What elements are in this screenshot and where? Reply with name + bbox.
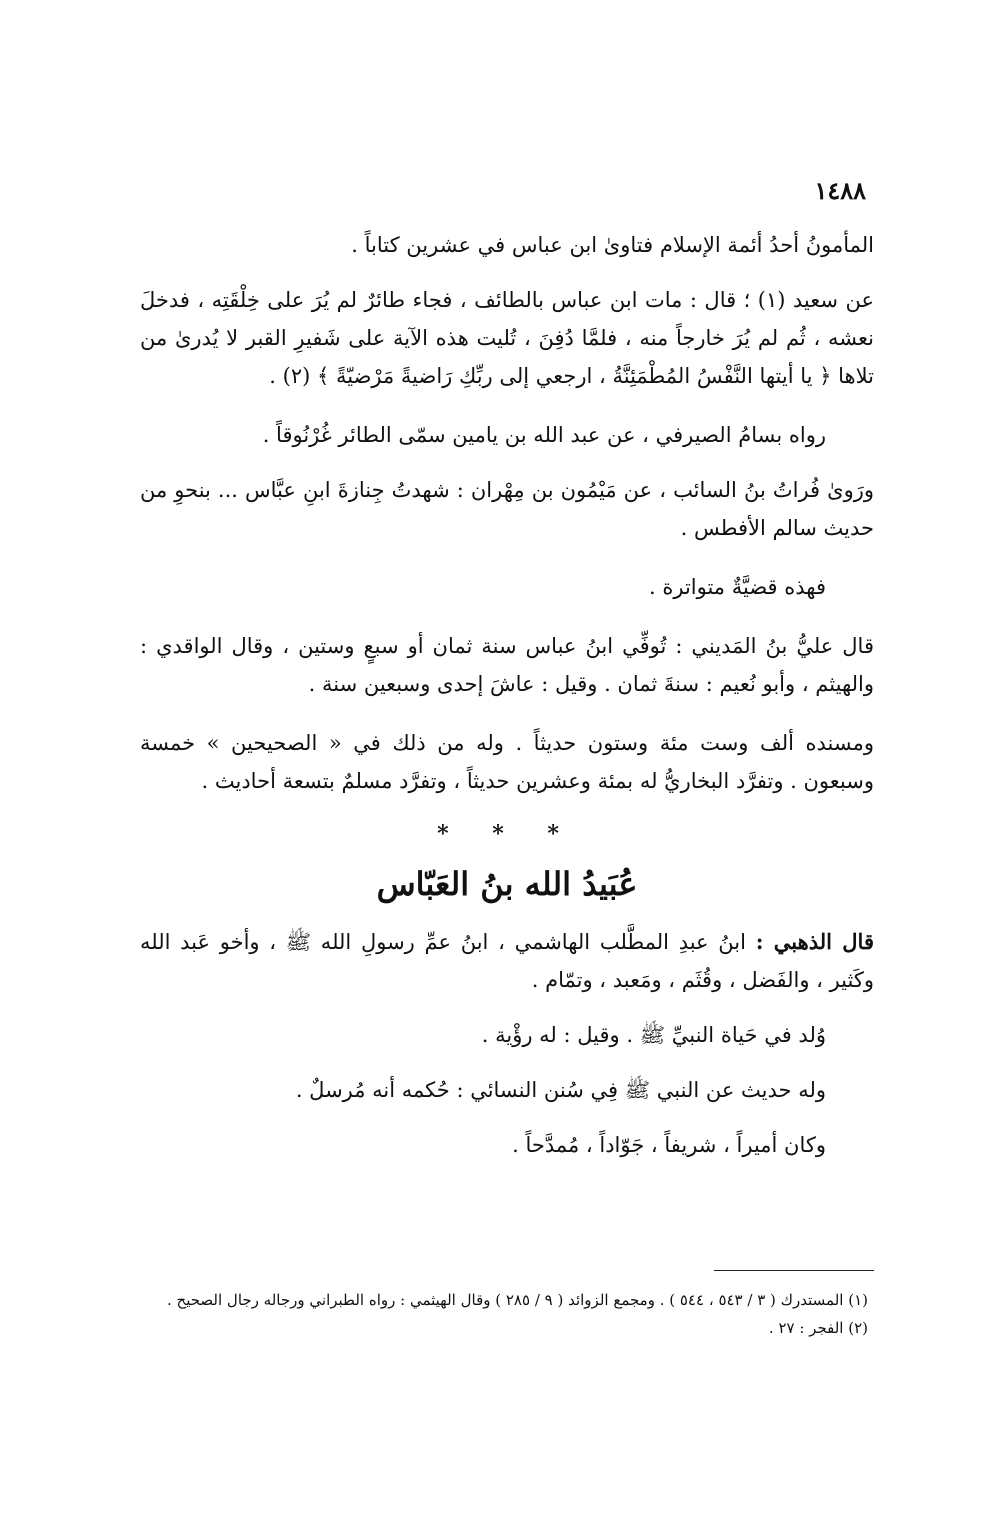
paragraph-5: فهذه قضيَّةٌ متواترة . <box>649 575 826 599</box>
section-intro-text: ابنُ عبدِ المطَّلب الهاشمي ، ابنُ عمِّ رسولِ الله ﷺ ، وأخو عَبد الله وكَثير ، والفَضل ، وقُثَم ، ومَعبد ، وتمّام . <box>140 930 874 992</box>
section-separator: * * * <box>437 821 577 847</box>
section-heading: عُبَيدُ الله بنُ العَبّاس <box>376 865 638 903</box>
paragraph-1: المأمونُ أحدُ أئمة الإسلام فتاوىٰ ابن عباس في عشرين كتاباً . <box>351 233 874 257</box>
paragraph-7: ومسنده ألف وست مئة وستون حديثاً . وله من ذلك في « الصحيحين » خمسة وسبعون . وتفرَّد البخاريُّ له بمئة وعشرين حديثاً ، وتفرَّد مسلمٌ بتسعة أحاديث . <box>140 731 874 793</box>
section-line-2: وله حديث عن النبي ﷺ فِي سُنن النسائي : حُكمه أنه مُرسلٌ . <box>295 1078 826 1102</box>
paragraph-3: رواه بسامُ الصيرفي ، عن عبد الله بن يامين سمّى الطائر غُرْنُوقاً . <box>262 423 826 447</box>
section-line-1: وُلد في حَياة النبيِّ ﷺ . وقيل : له رؤْية . <box>481 1023 826 1047</box>
main-text <box>140 226 874 1181</box>
page-number: ١٤٨٨ <box>814 176 866 205</box>
footnote-divider <box>714 1270 874 1271</box>
footnote-1: (١) المستدرك ( ٣ / ٥٤٣ ، ٥٤٤ ) . ومجمع الزوائد ( ٩ / ٢٨٥ ) وقال الهيثمي : رواه الطبراني ورجاله رجال الصحيح . <box>166 1291 868 1309</box>
paragraph-2: عن سعيد (١) ؛ قال : مات ابن عباس بالطائف ، فجاء طائرٌ لم يُرَ على خِلْقَتِه ، فدخلَ نعشه ، ثُم لم يُرَ خارجاً منه ، فلمَّا دُفِنَ ، تُليت هذه الآية على شَفيرِ القبر لا يُدرىٰ من تلاها ﴿ يا أيتها النَّفْسُ المُطْمَئِنَّةُ ، ارجعي إلى ربِّكِ رَاضيةً مَرْضيّةً ﴾ (٢) . <box>140 288 874 388</box>
footnote-2: (٢) الفجر : ٢٧ . <box>768 1319 868 1337</box>
paragraph-6: قال عليُّ بنُ المَديني : تُوفِّي ابنُ عباس سنة ثمان أو سبعٍ وستين ، وقال الواقدي : والهيثم ، وأبو نُعيم : سنةَ ثمان . وقيل : عاشَ إحدى وسبعين سنة . <box>140 634 874 696</box>
section-intro <box>140 923 874 999</box>
paragraph-4: ورَوىٰ فُراتُ بنُ السائب ، عن مَيْمُون بن مِهْران : شهدتُ جِنازةَ ابنِ عبَّاس ... بنحوِ من حديث سالم الأفطس . <box>140 478 874 540</box>
section-intro-author: قال الذهبي : <box>755 929 874 954</box>
footnotes <box>140 1286 868 1342</box>
section-line-3: وكان أميراً ، شريفاً ، جَوّاداً ، مُمدَّحاً . <box>512 1133 826 1157</box>
